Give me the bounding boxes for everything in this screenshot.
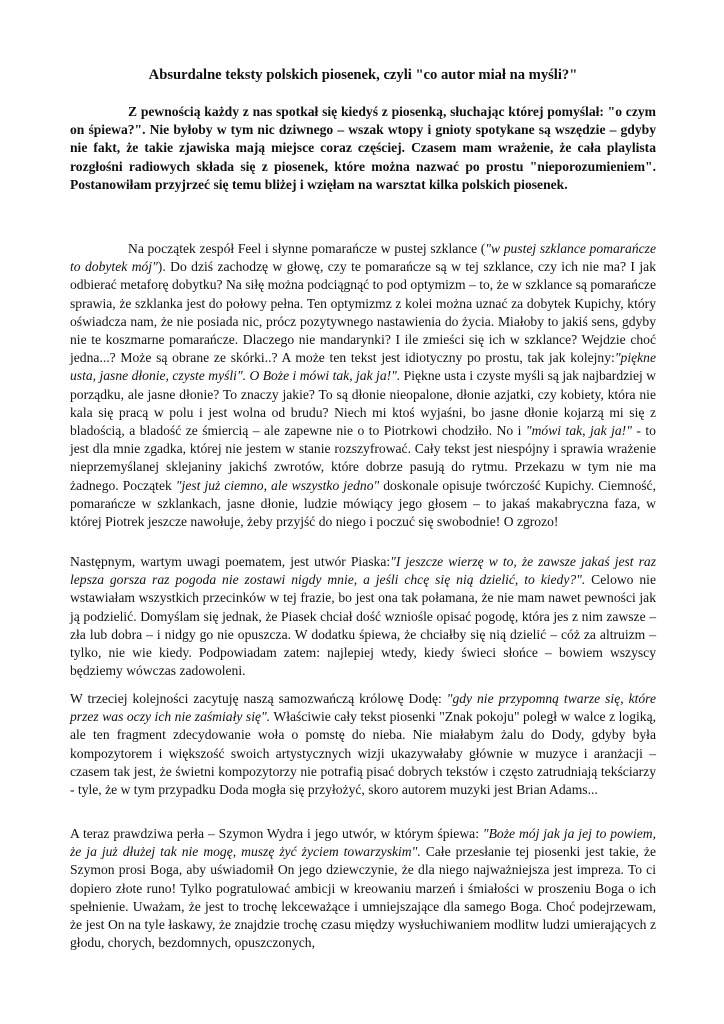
text-run: Na początek zespół Feel i słynne pomarańcze w pustej szklance ( xyxy=(128,241,486,256)
text-run: ). Do dziś zachodzę w głowę, czy te pomarańcze są w tej szklance, czy ich nie ma? I jak odbierać metaforę dobytku? Na siłę można podciągnąć to pod optymizm – to, że w szklance są pomarańcze sprawia, że szklanka jest do połowy pełna. Ten optymizmz z kolei można uznać za dobytek Kupichy, który oświadcza nam, że nie posiada nic, prócz pozytywnego nastawienia do życia. Miałoby to jakiś sens, gdyby nie te koszmarne pomarańcze. Dlaczego nie mandarynki? I ile zmieści się ich w szklance? Wejdzie choć jedna...? Może są obrane ze skórki..? A może ten tekst jest idiotyczny po prostu, tak jak kolejny: xyxy=(70,259,656,366)
lyric-quote: "I jeszcze wierzę w to, że zawsze jakaś jest raz lepsza gorsza raz pogoda nie zostawi nigdy mnie, a jeśli chcę się nią dzielić, to kiedy?". xyxy=(70,554,656,588)
lead-paragraph: Z pewnością każdy z nas spotkał się kiedyś z piosenką, słuchając której pomyślał: "o czym on śpiewa?". Nie byłoby w tym nic dziwnego – wszak wtopy i gnioty spotykane są wszędzie – gdyby nie fakt, że takie zjawiska mają miejsce coraz częściej. Czasem mam wrażenie, że cała playlista rozgłośni radiowych składa się z piosenek, które można nazwać po prostu "nieporozumieniem". Postanowiłam przyjrzeć się temu bliżej i wzięłam na warsztat kilka polskich piosenek. xyxy=(70,104,656,192)
paragraph-wydra xyxy=(70,825,656,952)
paragraph-feel xyxy=(70,240,656,531)
text-run: Celowo nie wstawiałam wszystkich przecinków w tej frazie, bo jest ona tak połamana, że nie mam nawet pewności jak ją podzielić. Domyślam się jednak, że Piasek chciał dość wzniośle opisać pogodę, która jes z nim zawsze – zła lub dobra – i nidgy go nie opuszcza. W dodatku śpiewa, że chciałby się nią dzielić – cóż za altruizm – tylko, nie wie kiedy. Podpowiadam zatem: najlepiej wtedy, kiedy świeci słońce – bowiem wszyscy będziemy wówczas zadowoleni. xyxy=(70,572,656,679)
text-run: Całe przesłanie tej piosenki jest takie, że Szymon prosi Boga, aby uświadomił On jego dziewczynie, że dla niego najważniejsza jest impreza. To ci dopiero złote runo! Tylko pogratulować ambicji w kreowaniu marzeń i śmiałości w proszeniu Boga o ich spełnienie. Uważam, że jest to trochę lekceważące i umniejszające dla samego Boga. Choć podejrzewam, że jest On na tyle łaskawy, że znajdzie trochę czasu między wysłuchiwaniem modlitw ludzi umierających z głodu, chorych, bezdomnych, opuszczonych, xyxy=(70,844,656,951)
text-run: doskonale opisuje twórczość Kupichy. Ciemność, pomarańcze w szklankach, jasne dłonie, ludzie mówiący jego głosem – to jakaś makabryczna faza, w której Piotrek jeszcze nawołuje, żeby przyjść do niego i poczuć się swobodnie! O zgrozo! xyxy=(70,477,656,530)
paragraph-piasek xyxy=(70,553,656,680)
lyric-quote: "gdy nie przypomną twarze się, które przez was oczy ich nie zaśmiały się". xyxy=(70,691,656,725)
article-title: Absurdalne teksty polskich piosenek, czyli "co autor miał na myśli?" xyxy=(148,67,578,83)
lyric-quote: "jest już ciemno, ale wszystko jedno" xyxy=(175,477,380,493)
lyric-quote: "w pustej szklance pomarańcze to dobytek mój" xyxy=(70,241,656,275)
text-run: Właściwie cały tekst piosenki "Znak pokoju" poległ w walce z logiką, ale ten fragment zdecydowanie woła o pomstę do nieba. Nie miałabym żalu do Dody, gdyby była kompozytorem i większość swoich artystycznych wizji ukazywałaby głównie w muzyce i aranżacji – czasem tak jest, że świetni kompozytorzy nie potrafią pisać dobrych tekstów i często zatrudniają tekściarzy - tyle, że w tym przypadku Doda mogła się przyłożyć, skoro autorem muzyki jest Brian Adams... xyxy=(70,709,657,798)
lyric-quote: "Boże mój jak ja jej to powiem, że ja już dłużej tak nie mogę, muszę żyć życiem towarzyskim". xyxy=(70,826,656,860)
text-run: W trzeciej kolejności zacytuję naszą samozwańczą królowę Dodę: xyxy=(70,691,447,706)
lyric-quote: "mówi tak, jak ja!" xyxy=(525,423,632,439)
lyric-quote: "piękne usta, jasne dłonie, czyste myśli". O Boże i mówi tak, jak ja!". xyxy=(70,350,656,384)
paragraph-doda xyxy=(70,690,656,799)
text-run: - to jest dla mnie zgadka, której nie jestem w stanie rozszyfrować. Cały tekst jest niespójny i sprawia wrażenie nieprzemyślanej sklejaniny jakichś zwrotów, które dobrze pasują do rytmu. Przekazu w tym nie ma żadnego. Początek xyxy=(70,423,656,493)
text-run: Piękne usta i czyste myśli są jak najbardziej w porządku, ale jasne dłonie? To znaczy jakie? To są dłonie nieopalone, dłonie azjatki, czy kobiety, która nie kala się pracą w polu i jest wolna od brudu? Niech mi ktoś wyjaśni, bo jasne dłonie kojarzą mi się z bladością, a bladość ze śmiercią – ale zapewne nie o to Piotrkowi chodziło. No i xyxy=(70,368,656,439)
text-run: A teraz prawdziwa perła – Szymon Wydra i jego utwór, w którym śpiewa: xyxy=(70,826,483,841)
text-run: Następnym, wartym uwagi poematem, jest utwór Piaska: xyxy=(70,554,391,569)
